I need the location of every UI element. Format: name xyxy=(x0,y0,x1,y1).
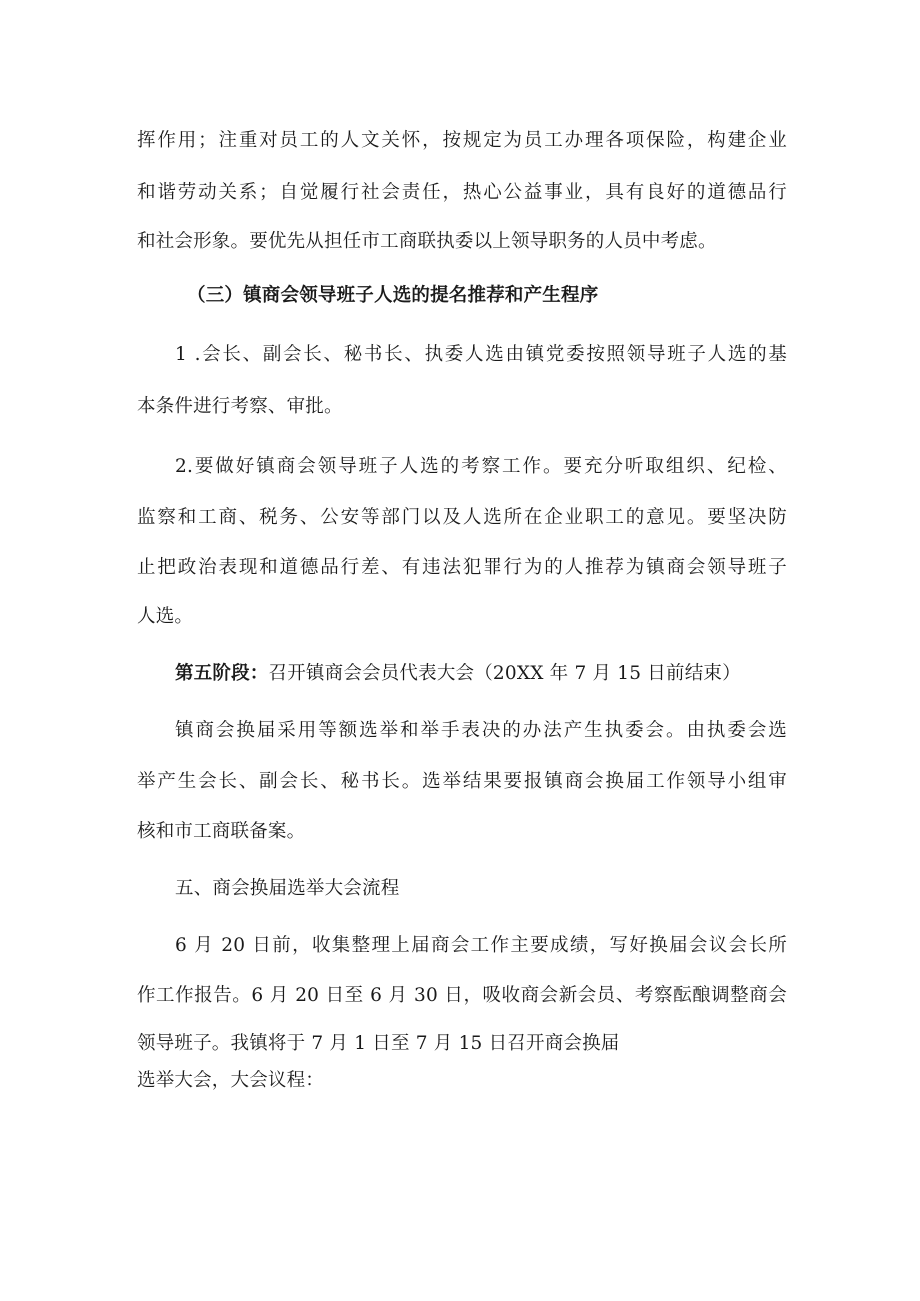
stage5-body-line: 镇商会换届采用等额选举和举手表决的办法产生执委会。由执委会选 xyxy=(175,720,787,741)
section5-body-line: 6 月 20 日前，收集整理上届商会工作主要成绩，写好换届会议会长所 xyxy=(175,935,787,956)
stage5-body-line: 核和市工商联备案。 xyxy=(137,821,306,842)
section5-body-line: 领导班子。我镇将于 7 月 1 日至 7 月 15 日召开商会换届 xyxy=(137,1033,620,1054)
paragraph-line: 挥作用；注重对员工的人文关怀，按规定为员工办理各项保险，构建企业 xyxy=(137,130,787,151)
item2-line: 人选。 xyxy=(137,606,194,627)
stage5-body-line: 举产生会长、副会长、秘书长。选举结果要报镇商会换届工作领导小组审 xyxy=(137,771,787,792)
paragraph-line: 和谐劳动关系；自觉履行社会责任，热心公益事业，具有良好的道德品行 xyxy=(137,182,787,203)
item2-line: 监察和工商、税务、公安等部门以及人选所在企业职工的意见。要坚决防 xyxy=(137,507,787,528)
item2-line: 2.要做好镇商会领导班子人选的考察工作。要充分听取组织、纪检、 xyxy=(175,456,787,477)
section-heading-5: 五、商会换届选举大会流程 xyxy=(175,878,400,899)
stage5-heading xyxy=(175,662,787,686)
stage5-lead: 第五阶段： xyxy=(175,663,269,684)
stage5-title: 召开镇商会会员代表大会（20XX 年 7 月 15 日前结束） xyxy=(268,663,741,684)
item1-line: 1 .会长、副会长、秘书长、执委人选由镇党委按照领导班子人选的基 xyxy=(175,344,787,365)
item2-line: 止把政治表现和道德品行差、有违法犯罪行为的人推荐为镇商会领导班子 xyxy=(137,557,787,578)
section5-body-line: 选举大会，大会议程： xyxy=(137,1070,325,1091)
section-heading-3: （三）镇商会领导班子人选的提名推荐和产生程序 xyxy=(187,285,599,306)
item1-line: 本条件进行考察、审批。 xyxy=(137,396,343,417)
section5-body-line: 作工作报告。6 月 20 日至 6 月 30 日，吸收商会新会员、考察酝酿调整商会 xyxy=(137,985,787,1006)
paragraph-line: 和社会形象。要优先从担任市工商联执委以上领导职务的人员中考虑。 xyxy=(137,231,717,252)
